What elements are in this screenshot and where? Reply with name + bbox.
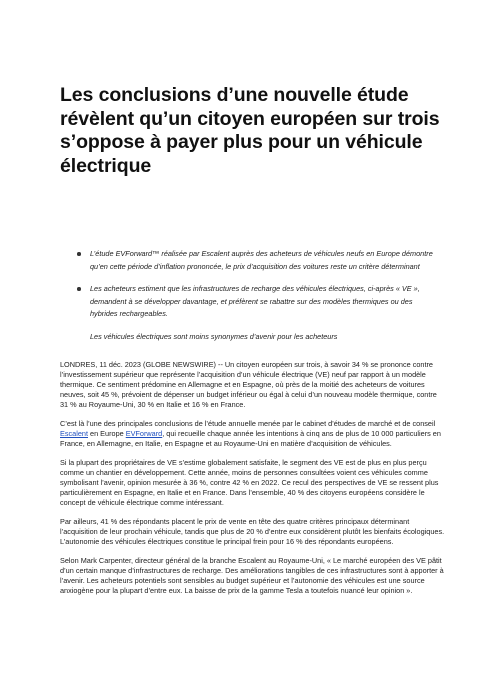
article-body (60, 360, 445, 605)
paragraph-quote: Selon Mark Carpenter, directeur général de la branche Escalent au Royaume-Uni, « Le marché européen des VE pâtit d’un certain manque d’infrastructures de recharge. Des améliorations tangibles de ces infrastructures sont à apporter à l’avenir. Les acheteurs potentiels sont sensibles au budget supérieur et l’autonomie des véhicules est une source anxiogène pour la plupart d’entre eux. La baisse de prix de la gamme Tesla a toutefois nuancé leur opinion ». (60, 556, 444, 595)
paragraph-intro: LONDRES, 11 déc. 2023 (GLOBE NEWSWIRE) -- Un citoyen européen sur trois, à savoir 34 % se prononce contre l’investissement supérieur que représente l’acquisition d’un véhicule électrique (VE) neuf par rapport à un modèle thermique. Ce sentiment prédomine en Allemagne et en Espagne, où près de la moitié des acheteurs de voitures neuves, soit 45 %, prévoient de dépenser un budget inférieur ou égal à celui d’un nouveau modèle thermique, contre 31 % au Royaume-Uni, 30 % en Italie et 16 % en France. (60, 360, 437, 409)
bullet-icon (77, 287, 81, 291)
list-item (90, 331, 440, 342)
bullet-text: Les véhicules électriques sont moins synonymes d’avenir pour les acheteurs (90, 331, 338, 341)
list-item (90, 248, 440, 273)
evforward-link[interactable]: EVForward (125, 429, 163, 438)
key-points-list (90, 248, 440, 342)
list-item (90, 283, 440, 321)
bullet-text: Les acheteurs estiment que les infrastructures de recharge des véhicules électriques, ci-après « VE », demandent à se développer davantage, et préfèrent se rabattre sur des modèles thermiques ou des hybrides rechargeables. (90, 284, 420, 318)
bullet-text: L’étude EVForward™ réalisée par Escalent auprès des acheteurs de véhicules neufs en Europe démontre qu’en cette période d’inflation prononcée, le prix d’acquisition des voitures reste un critère déterminant (90, 249, 433, 271)
bullet-icon (77, 252, 81, 256)
paragraph-text: C’est là l’une des principales conclusions de l’étude annuelle menée par le cabinet d’études de marché et de conseil (60, 419, 436, 428)
article-title: Les conclusions d’une nouvelle étude révèlent qu’un citoyen européen sur trois s’oppose à payer plus pour un véhicule électrique (60, 84, 440, 177)
paragraph-price: Par ailleurs, 41 % des répondants placent le prix de vente en tête des quatre critères principaux déterminant l’acquisition de leur prochain véhicule, tandis que plus de 20 % d’entre eux considèrent plutôt les bienfaits écologiques. L’autonomie des véhicules électriques constitue le principal frein pour 16 % des répondants européens. (60, 517, 445, 546)
paragraph-satisfaction: Si la plupart des propriétaires de VE s’estime globalement satisfaite, le segment des VE est de plus en plus perçu comme un chantier en développement. Cette année, moins de personnes consultées voient ces véhicules comme symbolisant l’avenir, opinion mesurée à 36 %, contre 42 % en 2022. Ce recul des perspectives de VE se ressent plus particulièrement en Espagne, en Italie et en France. Dans l’ensemble, 40 % des citoyens européens considère le concept de véhicule électrique comme intéressant. (60, 458, 439, 507)
paragraph-text: , qui recueille chaque année les intentions à cinq ans de plus de 10 000 particuliers en France, en Allemagne, en Italie, en Espagne et au Royaume-Uni en matière d’acquisition de véhicules. (60, 429, 441, 448)
escalent-link[interactable]: Escalent (60, 429, 88, 438)
paragraph-study (60, 419, 445, 449)
paragraph-text: en Europe (88, 429, 126, 438)
